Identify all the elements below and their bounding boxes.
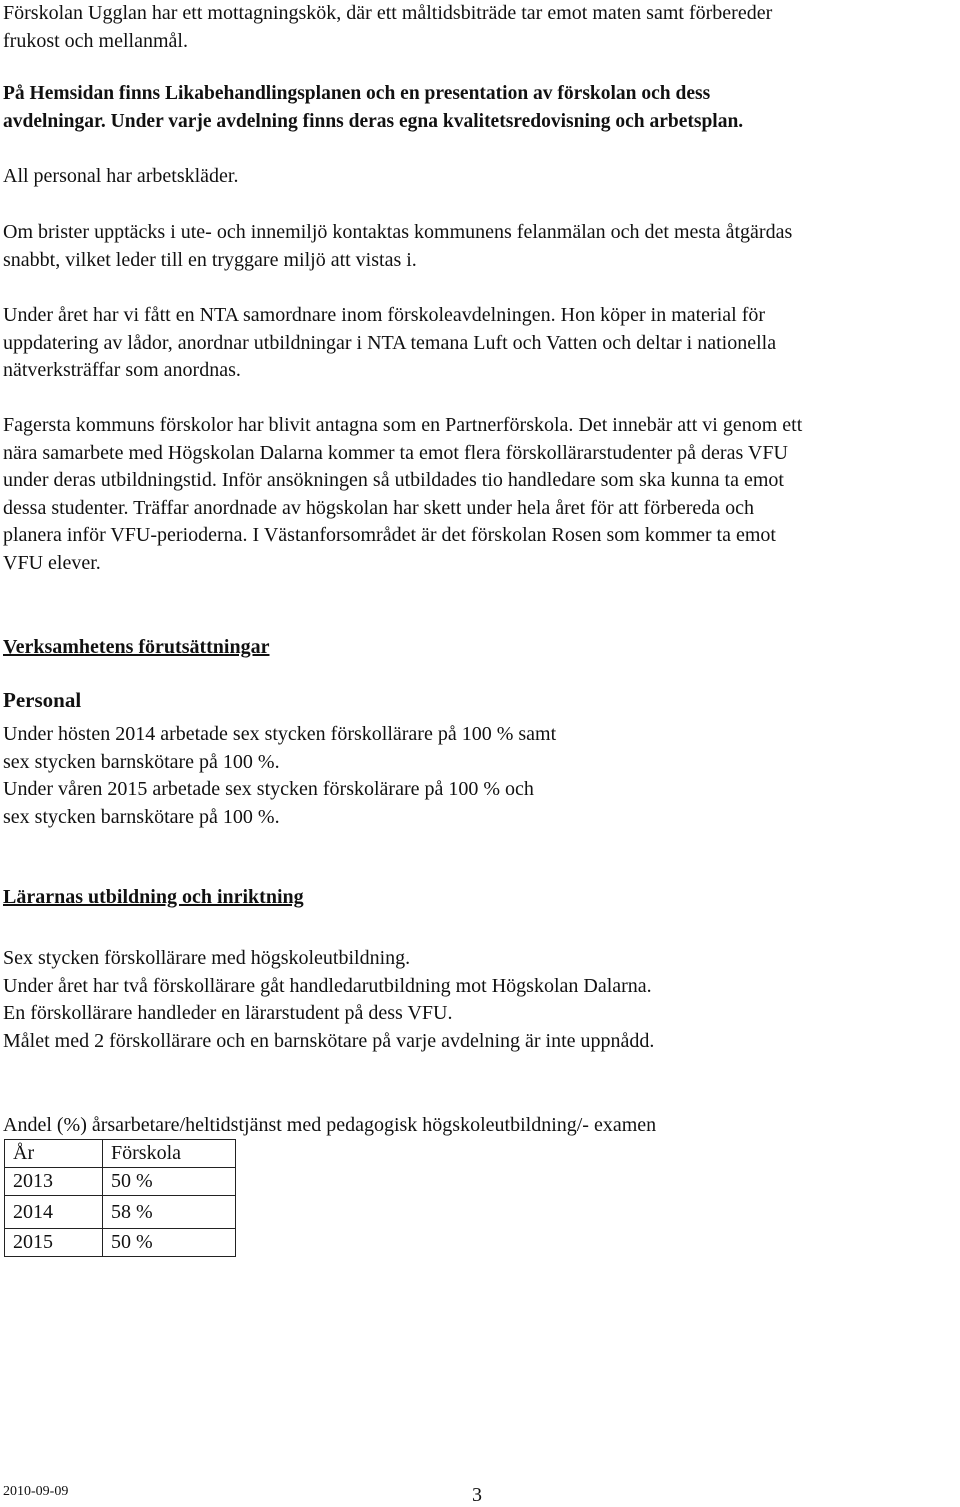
clothes-paragraph (3, 163, 238, 191)
text-line: Om brister upptäcks i ute- och innemiljö kontaktas kommunens felanmälan och det mesta åtgärdas (3, 221, 793, 243)
text-line: All personal har arbetskläder. (3, 165, 239, 187)
text-line: frukost och mellanmål. (3, 29, 188, 52)
intro-paragraph (3, 0, 772, 55)
text-line: avdelningar. Under varje avdelning finns deras egna kvalitetsredovisning och arbetsplan. (3, 110, 744, 132)
text-line: sex stycken barnskötare på 100 %. (3, 805, 280, 828)
text-line: Sex stycken förskollärare med högskoleutbildning. (3, 947, 411, 969)
homepage-paragraph (3, 80, 743, 135)
table-cell: 2014 (5, 1196, 103, 1229)
section-heading: Verksamhetens förutsättningar (3, 636, 270, 658)
text-line: uppdatering av lådor, anordnar utbildningar i NTA temana Luft och Vatten och deltar i nationella (3, 331, 777, 354)
text-line: nära samarbete med Högskolan Dalarna kommer ta emot flera förskollärarstudenter på deras VFU (3, 441, 788, 464)
text-line: snabbt, vilket leder till en tryggare miljö att vistas i. (3, 248, 417, 271)
table-header-cell: År (5, 1140, 103, 1168)
text-line: Under hösten 2014 arbetade sex stycken förskollärare på 100 % samt (3, 723, 557, 745)
education-table (4, 1139, 236, 1257)
personal-heading: Personal (3, 688, 82, 712)
text-line: Under våren 2015 arbetade sex stycken förskolärare på 100 % och (3, 778, 534, 800)
table-row (5, 1168, 236, 1196)
text-line: Fagersta kommuns förskolor har blivit antagna som en Partnerförskola. Det innebär att vi genom ett (3, 414, 803, 436)
table-caption: Andel (%) årsarbetare/heltidstjänst med pedagogisk högskoleutbildning/- examen (3, 1114, 657, 1136)
footer-date: 2010-09-09 (3, 1484, 69, 1499)
text-line: Målet med 2 förskollärare och en barnskötare på varje avdelning är inte uppnådd. (3, 1029, 655, 1052)
nta-paragraph (3, 302, 776, 385)
partner-paragraph (3, 412, 802, 577)
personal-paragraph (3, 721, 556, 831)
table-cell: 50 % (103, 1229, 236, 1257)
text-line: En förskollärare handleder en lärarstudent på dess VFU. (3, 1002, 453, 1024)
text-line: sex stycken barnskötare på 100 %. (3, 750, 280, 773)
table-header-cell: Förskola (103, 1140, 236, 1168)
page-number: 3 (472, 1484, 482, 1506)
text-line: Under året har två förskollärare gåt handledarutbildning mot Högskolan Dalarna. (3, 974, 652, 997)
text-line: nätverksträffar som anordnas. (3, 359, 241, 381)
text-line: Under året har vi fått en NTA samordnare inom förskoleavdelningen. Hon köper in material för (3, 304, 766, 326)
table-row (5, 1196, 236, 1229)
education-paragraph (3, 945, 654, 1055)
education-heading: Lärarnas utbildning och inriktning (3, 886, 304, 908)
text-line: under deras utbildningstid. Inför ansökningen så utbildades tio handledare som ska kunna ta emot (3, 469, 784, 491)
text-line: dessa studenter. Träffar anordnade av högskolan har skett under hela året för att förbereda och (3, 496, 755, 519)
table-header-row (5, 1140, 236, 1168)
table-cell: 2013 (5, 1168, 103, 1196)
text-line: Förskolan Ugglan har ett mottagningskök, där ett måltidsbiträde tar emot maten samt förbereder (3, 2, 773, 24)
table-cell: 58 % (103, 1196, 236, 1229)
table-cell: 2015 (5, 1229, 103, 1257)
text-line: På Hemsidan finns Likabehandlingsplanen och en presentation av förskolan och dess (3, 83, 711, 104)
table-row (5, 1229, 236, 1257)
environment-paragraph (3, 219, 792, 274)
text-line: VFU elever. (3, 551, 101, 574)
text-line: planera inför VFU-perioderna. I Västanforsområdet är det förskolan Rosen som kommer ta emot (3, 524, 776, 546)
table-cell: 50 % (103, 1168, 236, 1196)
